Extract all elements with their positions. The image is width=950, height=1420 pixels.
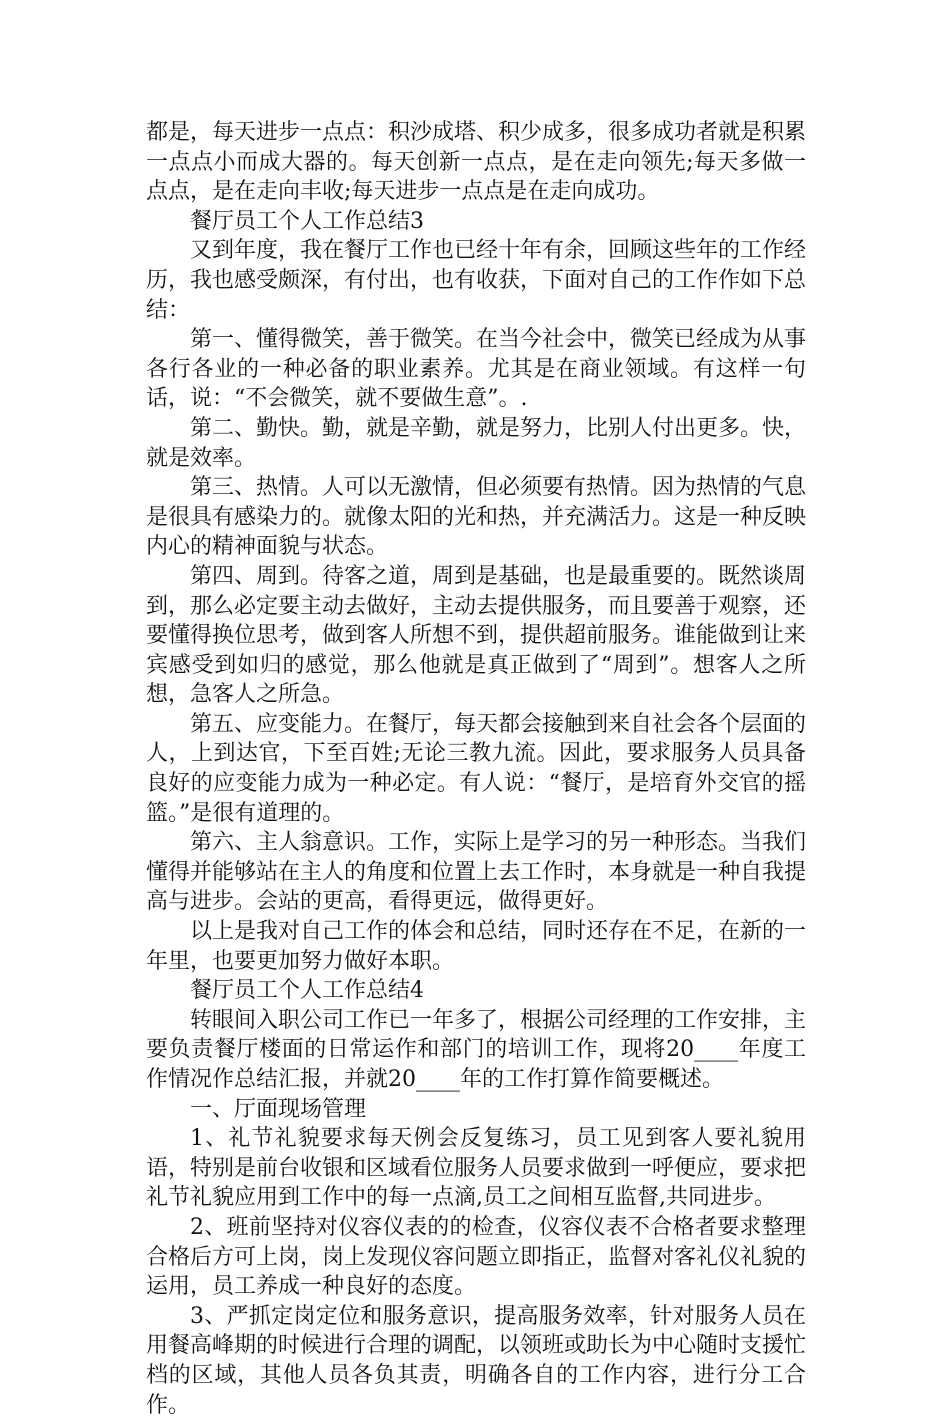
document-page xyxy=(146,118,806,1420)
paragraph: 第三、热情。人可以无激情，但必须要有热情。因为热情的气息是很具有感染力的。就像太阳的光和热，并充满活力。这是一种反映内心的精神面貌与状态。 xyxy=(146,475,807,560)
section-heading-summary-3: 餐厅员工个人工作总结3 xyxy=(190,208,424,234)
paragraph-intro-continuation: 都是，每天进步一点点：积沙成塔、积少成多，很多成功者就是积累一点点小而成大器的。每天创新一点点，是在走向领先;每天多做一点点，是在走向丰收;每天进步一点点是在走向成功。 xyxy=(146,120,807,205)
paragraph: 第五、应变能力。在餐厅，每天都会接触到来自社会各个层面的人，上到达官，下至百姓;无论三教九流。因此，要求服务人员具备良好的应变能力成为一种必定。有人说：“餐厅，是培育外交官的摇篮。”是很有道理的。 xyxy=(146,711,807,826)
paragraph: 第四、周到。待客之道，周到是基础，也是最重要的。既然谈周到，那么必定要主动去做好，主动去提供服务，而且要善于观察，还要懂得换位思考，做到客人所想不到，提供超前服务。谁能做到让来宾感受到如归的感觉，那么他就是真正做到了“周到”。想客人之所想，急客人之所急。 xyxy=(146,563,807,708)
paragraph: 又到年度，我在餐厅工作也已经十年有余，回顾这些年的工作经历，我也感受颇深，有付出，也有收获，下面对自己的工作作如下总结： xyxy=(146,238,807,323)
paragraph: 1、礼节礼貌要求每天例会反复练习，员工见到客人要礼貌用语，特别是前台收银和区域看位服务人员要求做到一呼便应，要求把礼节礼貌应用到工作中的每一点滴,员工之间相互监督,共同进步。 xyxy=(146,1126,807,1211)
paragraph: 第六、主人翁意识。工作，实际上是学习的另一种形态。当我们懂得并能够站在主人的角度和位置上去工作时，本身就是一种自我提高与进步。会站的更高，看得更远，做得更好。 xyxy=(146,830,807,915)
section-heading-summary-4: 餐厅员工个人工作总结4 xyxy=(190,978,424,1004)
paragraph: 第二、勤快。勤，就是辛勤，就是努力，比别人付出更多。快，就是效率。 xyxy=(146,415,807,471)
paragraph: 以上是我对自己工作的体会和总结，同时还存在不足，在新的一年里，也要更加努力做好本职。 xyxy=(146,919,807,974)
subsection-heading: 一、厅面现场管理 xyxy=(190,1096,367,1122)
paragraph: 2、班前坚持对仪容仪表的的检查，仪容仪表不合格者要求整理合格后方可上岗，岗上发现仪容问题立即指正，监督对客礼仪礼貌的运用，员工养成一种良好的态度。 xyxy=(146,1214,807,1300)
paragraph: 第一、懂得微笑，善于微笑。在当今社会中，微笑已经成为从事各行各业的一种必备的职业素养。尤其是在商业领域。有这样一句话，说：“不会微笑，就不要做生意”。. xyxy=(146,327,807,412)
paragraph: 3、严抓定岗定位和服务意识，提高服务效率，针对服务人员在用餐高峰期的时候进行合理的调配，以领班或助长为中心随时支援忙档的区域，其他人员各负其责，明确各自的工作内容，进行分工合作。 xyxy=(146,1303,807,1418)
paragraph: 转眼间入职公司工作已一年多了，根据公司经理的工作安排，主要负责餐厅楼面的日常运作和部门的培训工作，现将20____年度工作情况作总结汇报，并就20____年的工作打算作简要概述。 xyxy=(146,1007,807,1092)
